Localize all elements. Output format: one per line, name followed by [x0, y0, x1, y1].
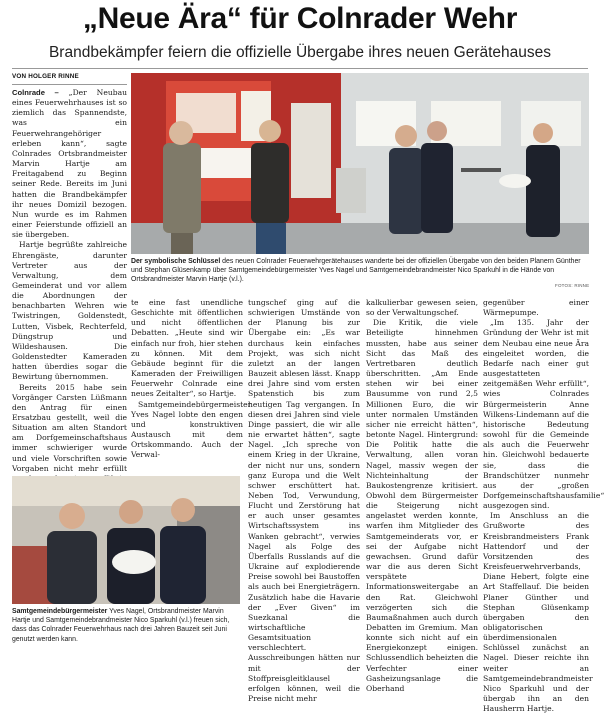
- article-column-3: [248, 298, 360, 704]
- photo-2-caption-text: Yves Nagel, Ortsbrandmeister Marvin Hartje und Samtgemeindebrandmeister Nico Sparkuhl (v.l.) freuen sich, dass das Colnrader Feuerwehrhaus nach drei Jahren Bauzeit seit Juni genutzt werden kann.: [12, 608, 230, 643]
- col2-paragraph-1: te eine fast unendliche Geschichte mit öffentlichen und nicht öffentlichen Debatten. „Heute sind wir einfach nur froh, hier stehen zu können. Mit dem Gebäude beginnt für die Kameraden der Freiwilligen Feuerwehr Colnrade eine neues Zeitalter“, so Hartje.: [131, 298, 243, 399]
- photo-three-officials: [12, 476, 240, 604]
- col5-paragraph-1: gegenüber einer Wärmepumpe.: [483, 298, 589, 318]
- article-column-5: [483, 298, 604, 714]
- photo-1-caption: [131, 257, 589, 285]
- col4-paragraph-2: Die Kritik, die viele Beteiligte hinnehmen mussten, habe aus seiner Sicht das Maß des Vertretbaren deutlich überschritten. „Am Ende stehen wir bei einer Bausumme von rund 2,5 Millionen Euro, die wir unter normalen Umständen sicher nie erreicht hätten“, betonte Nagel. Hintergrund: Die Politik hatte die Verwaltung, allen voran Nagel, massiv wegen der Nichteinhaltung der Baukostengrenze kritisiert. Obwohl dem Bürgermeister die Steigerung nicht angelastet werden konnte, warfen ihm Mitglieder des Samtgemeinderats vor, er sei der Aufgabe nicht gewachsen. Grund dafür war die aus deren Sicht verspätete Informationsweitergabe an den Rat. Gleichwohl verzögerten sich die Baumaßnahmen auch durch Debatten im Gremium. Man konnte sich nicht auf ein Energiekonzept einigen. Schlussendlich beheizten die Verfechter einer Gasheizungsanlage die Oberhand: [366, 318, 478, 693]
- col1-paragraph-2: Hartje begrüßte zahlreiche Ehrengäste, darunter Vertreter aus der Verwaltung, dem Gemeinderat und vor allem die Abordnungen der benachbarten Wehren wie Twistringen, Goldenstedt, Lutten, Visbek, Rechterfeld, Düngstrup und Wildeshausen. Die Goldenstedter Kameraden hatten überdies sogar die Bewirtung übernommen.: [12, 240, 127, 382]
- col4-paragraph-1: kalkulierbar gewesen seien, so der Verwaltungschef.: [366, 298, 478, 318]
- col5-paragraph-3: Im Anschluss an die Grußworte des Kreisbrandmeisters Frank Hattendorf und der Vorsitzenden des Kreisfeuerwehrverbands, Diane Hebert, folgte eine Art Staffellauf. Die beiden Planer Günther und Stephan Glüsenkamp übergaben den obligatorischen überdimensionalen Schlüssel zunächst an Nagel. Dieser reichte ihn weiter an Samtgemeindebrandmeister Nico Sparkuhl und der übergab ihn an den Hausherrn Hartje.: [483, 511, 593, 714]
- col1-paragraph-3: Bereits 2015 habe sein Vorgänger Carsten Lüßmann den Antrag für einen Ersatzbau gestellt, weil die Situation am alten Standort am Dorfgemeinschaftshaus immer schwieriger wurde und viele Vorschriften sowie Vorgaben nicht mehr erfüllt: [12, 382, 127, 473]
- article-column-2: [131, 298, 252, 463]
- headline: „Neue Ära“ für Colnrader Wehr: [82, 2, 518, 35]
- photo-2-caption: [12, 607, 240, 644]
- photo-1-caption-lead: Der symbolische Schlüssel: [131, 258, 221, 265]
- byline: VON HOLGER RINNE: [12, 73, 79, 80]
- photo-credit: FOTOS: RINNE: [555, 283, 590, 288]
- top-rule: [12, 68, 588, 69]
- dateline: Colnrade –: [12, 88, 59, 97]
- subheadline: Brandbekämpfer feiern die offizielle Übergabe ihres neuen Gerätehauses: [48, 44, 552, 61]
- photo-key-handover: [131, 73, 589, 254]
- photo-1-caption-text: des neuen Colnrader Feuerwehrgerätehauses wanderte bei der offiziellen Übergabe von den beiden Planern Günther und Stephan Glüsenkamp über Samtgemeindebürgermeister Yves Nagel und Samtgemeindebrandmeister Nico Sparkuhl in die Hände von Ortsbrandmeister Marvin Hartje (v.l.).: [131, 258, 581, 284]
- col5-paragraph-2: „Im 135. Jahr der Gründung der Wehr ist mit dem Neubau eine neue Ära eingeleitet worden, die Bedarfe nach einer gut ausgestatteten zeitgemäßen Wehr erfüllt“, wies Colnrades Bürgermeisterin Anne Wilkens-Lindemann auf die historische Bedeutung sowohl für die Gemeinde als auch die Feuerwehr hin. Gleichwohl bedauerte sie, dass die Brandschützer nunmehr aus der „großen Dorfgemeinschaftshausfamilie“ ausgezogen sind.: [483, 318, 604, 511]
- col3-paragraph-1: tungschef ging auf die schwierigen Umstände von der Planung bis zur Übergabe ein: „Es war durchaus kein einfaches Projekt, was sich nicht zuletzt an der langen Bauzeit ablesen lässt. Knapp drei Jahre sind vom ersten Spatenstich bis zum heutigen Tag vergangen. In diesen drei Jahren sind viele Dinge passiert, die wir alle nie erwartet hätten“, sagte Nagel. „Ich spreche von einem Krieg in der Ukraine, der nicht nur uns, sondern ganz Europa und die Welt schwer erschüttert hat. Neben Tod, Verwundung, Flucht und Zerstörung hat er auch unser gesamtes Wirtschaftssystem ins Wanken gebracht“, verwies Nagel als Folge des Überfalls Russlands auf die Ukraine auf explodierende Preise sowohl bei Baustoffen als auch bei Energieträgern. Zusätzlich habe die Havarie der „Ever Given“ im Suezkanal die wirtschaftliche Gesamtsituation verschlechtert. Ausschreibungen hätten nur mit der Stoffpreisgleitklausel erfolgen können, weil die Preise nicht mehr: [248, 298, 360, 704]
- byline-rule: [12, 84, 127, 85]
- photo-2-caption-lead: Samtgemeindebürgermeister: [12, 608, 108, 615]
- article-column-1: [12, 88, 127, 473]
- col2-paragraph-2: Samtgemeindebürgermeister Yves Nagel lobte den engen und konstruktiven Austausch mit dem Ortskommando. Auch der Verwal-: [131, 399, 252, 460]
- col1-lead: „Der Neubau eines Feuerwehrhauses ist so ziemlich das Spannendste, was ein Feuerwehrangehöriger erleben kann“, sagte Colnrades Ortsbrandmeister Marvin Hartje am Freitagabend zu Beginn seiner Rede. Bereits im Juni hatten die Brandbekämpfer ihr neues Domizil bezogen. Nun wurde es im Rahmen einer Feierstunde offiziell an sie übergeben.: [12, 88, 127, 240]
- article-column-4: [366, 298, 478, 693]
